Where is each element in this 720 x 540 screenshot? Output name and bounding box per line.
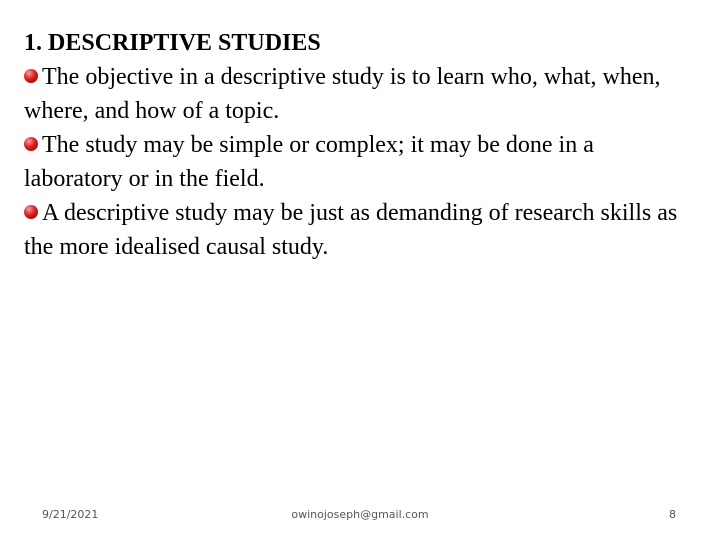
slide-title: 1. DESCRIPTIVE STUDIES	[24, 30, 321, 56]
bullet-list	[24, 60, 696, 264]
slide-content	[24, 26, 696, 264]
footer-page-number: 8	[669, 508, 676, 521]
bullet-text: The objective in a descriptive study is to learn who, what, when, where, and how of a topic.	[24, 64, 661, 124]
footer-email: owinojoseph@gmail.com	[291, 508, 429, 521]
bullet-item	[24, 196, 696, 264]
bullet-item	[24, 128, 696, 196]
bullet-text: The study may be simple or complex; it may be done in a laboratory or in the field.	[24, 132, 594, 192]
bullet-item	[24, 60, 696, 128]
bullet-text: A descriptive study may be just as demanding of research skills as the more idealised causal study.	[24, 200, 678, 260]
red-sphere-bullet-icon	[24, 205, 38, 219]
footer-date: 9/21/2021	[42, 508, 99, 521]
red-sphere-bullet-icon	[24, 137, 38, 151]
red-sphere-bullet-icon	[24, 69, 38, 83]
